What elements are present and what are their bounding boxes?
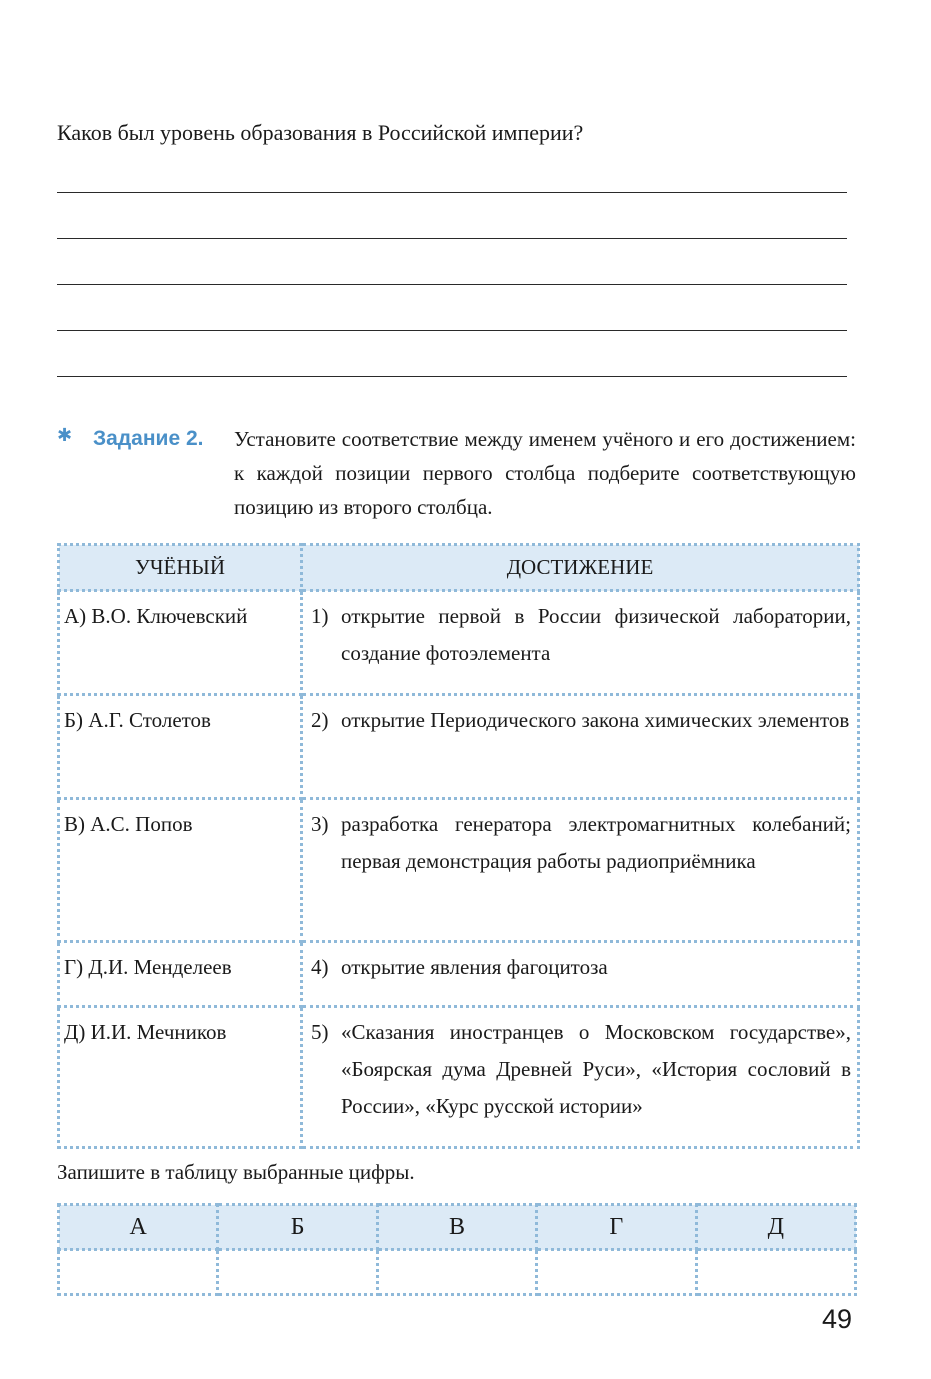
achievement-text: открытие явления фагоцитоза — [341, 955, 608, 979]
scientist-cell: Б) А.Г. Столетов — [59, 695, 302, 799]
answer-cell[interactable] — [59, 1250, 218, 1295]
answer-cell[interactable] — [696, 1250, 855, 1295]
achievement-text: открытие первой в России физической лаборатории, создание фотоэлемента — [341, 604, 851, 665]
achievement-cell — [302, 591, 859, 695]
scientist-cell: Г) Д.И. Менделеев — [59, 942, 302, 1007]
achievement-number: 3) — [311, 812, 329, 836]
table-row — [59, 799, 859, 942]
page-number: 49 — [822, 1304, 853, 1334]
answer-cell[interactable] — [537, 1250, 696, 1295]
header-scientist: УЧЁНЫЙ — [59, 545, 302, 591]
table-row — [59, 1007, 859, 1148]
achievement-text: «Сказания иностранцев о Московском государстве», «Боярская дума Древней Руси», «История сословий в России», «Курс русской истории» — [341, 1020, 851, 1118]
answer-line[interactable] — [57, 238, 847, 239]
answer-letter: А — [59, 1205, 218, 1250]
achievement-cell — [302, 799, 859, 942]
task-text: Установите соответствие между именем учёного и его достижением: к каждой позиции первого столбца подберите соответствующую позицию из второго столбца. — [234, 427, 856, 519]
task-label: Задание 2. — [93, 427, 204, 450]
answer-cell[interactable] — [377, 1250, 536, 1295]
answer-line[interactable] — [57, 192, 847, 193]
answer-table — [57, 1203, 857, 1296]
table-row — [59, 695, 859, 799]
achievement-text: разработка генератора электромагнитных колебаний; первая демонстрация работы радиоприёмника — [341, 812, 851, 873]
achievement-cell — [302, 942, 859, 1007]
scientist-cell: В) А.С. Попов — [59, 799, 302, 942]
answer-line[interactable] — [57, 284, 847, 285]
achievement-cell — [302, 1007, 859, 1148]
achievement-text: открытие Периодического закона химических элементов — [341, 708, 850, 732]
table-row — [59, 942, 859, 1007]
scientist-cell: А) В.О. Ключевский — [59, 591, 302, 695]
header-achievement: ДОСТИЖЕНИЕ — [302, 545, 859, 591]
question-text: Каков был уровень образования в Российской империи? — [57, 120, 584, 145]
achievement-number: 4) — [311, 955, 329, 979]
answer-line[interactable] — [57, 376, 847, 377]
achievement-number: 1) — [311, 604, 329, 628]
instruction-text: Запишите в таблицу выбранные цифры. — [57, 1160, 415, 1184]
answer-letter: Д — [696, 1205, 855, 1250]
answer-letter: В — [377, 1205, 536, 1250]
achievement-number: 2) — [311, 708, 329, 732]
answer-line[interactable] — [57, 330, 847, 331]
answer-letter: Б — [218, 1205, 377, 1250]
achievement-number: 5) — [311, 1020, 329, 1044]
answer-letter: Г — [537, 1205, 696, 1250]
asterisk-icon: ✱ — [57, 425, 73, 446]
table-row — [59, 591, 859, 695]
answer-cell[interactable] — [218, 1250, 377, 1295]
scientist-cell: Д) И.И. Мечников — [59, 1007, 302, 1148]
achievement-cell — [302, 695, 859, 799]
matching-table — [57, 543, 860, 1149]
